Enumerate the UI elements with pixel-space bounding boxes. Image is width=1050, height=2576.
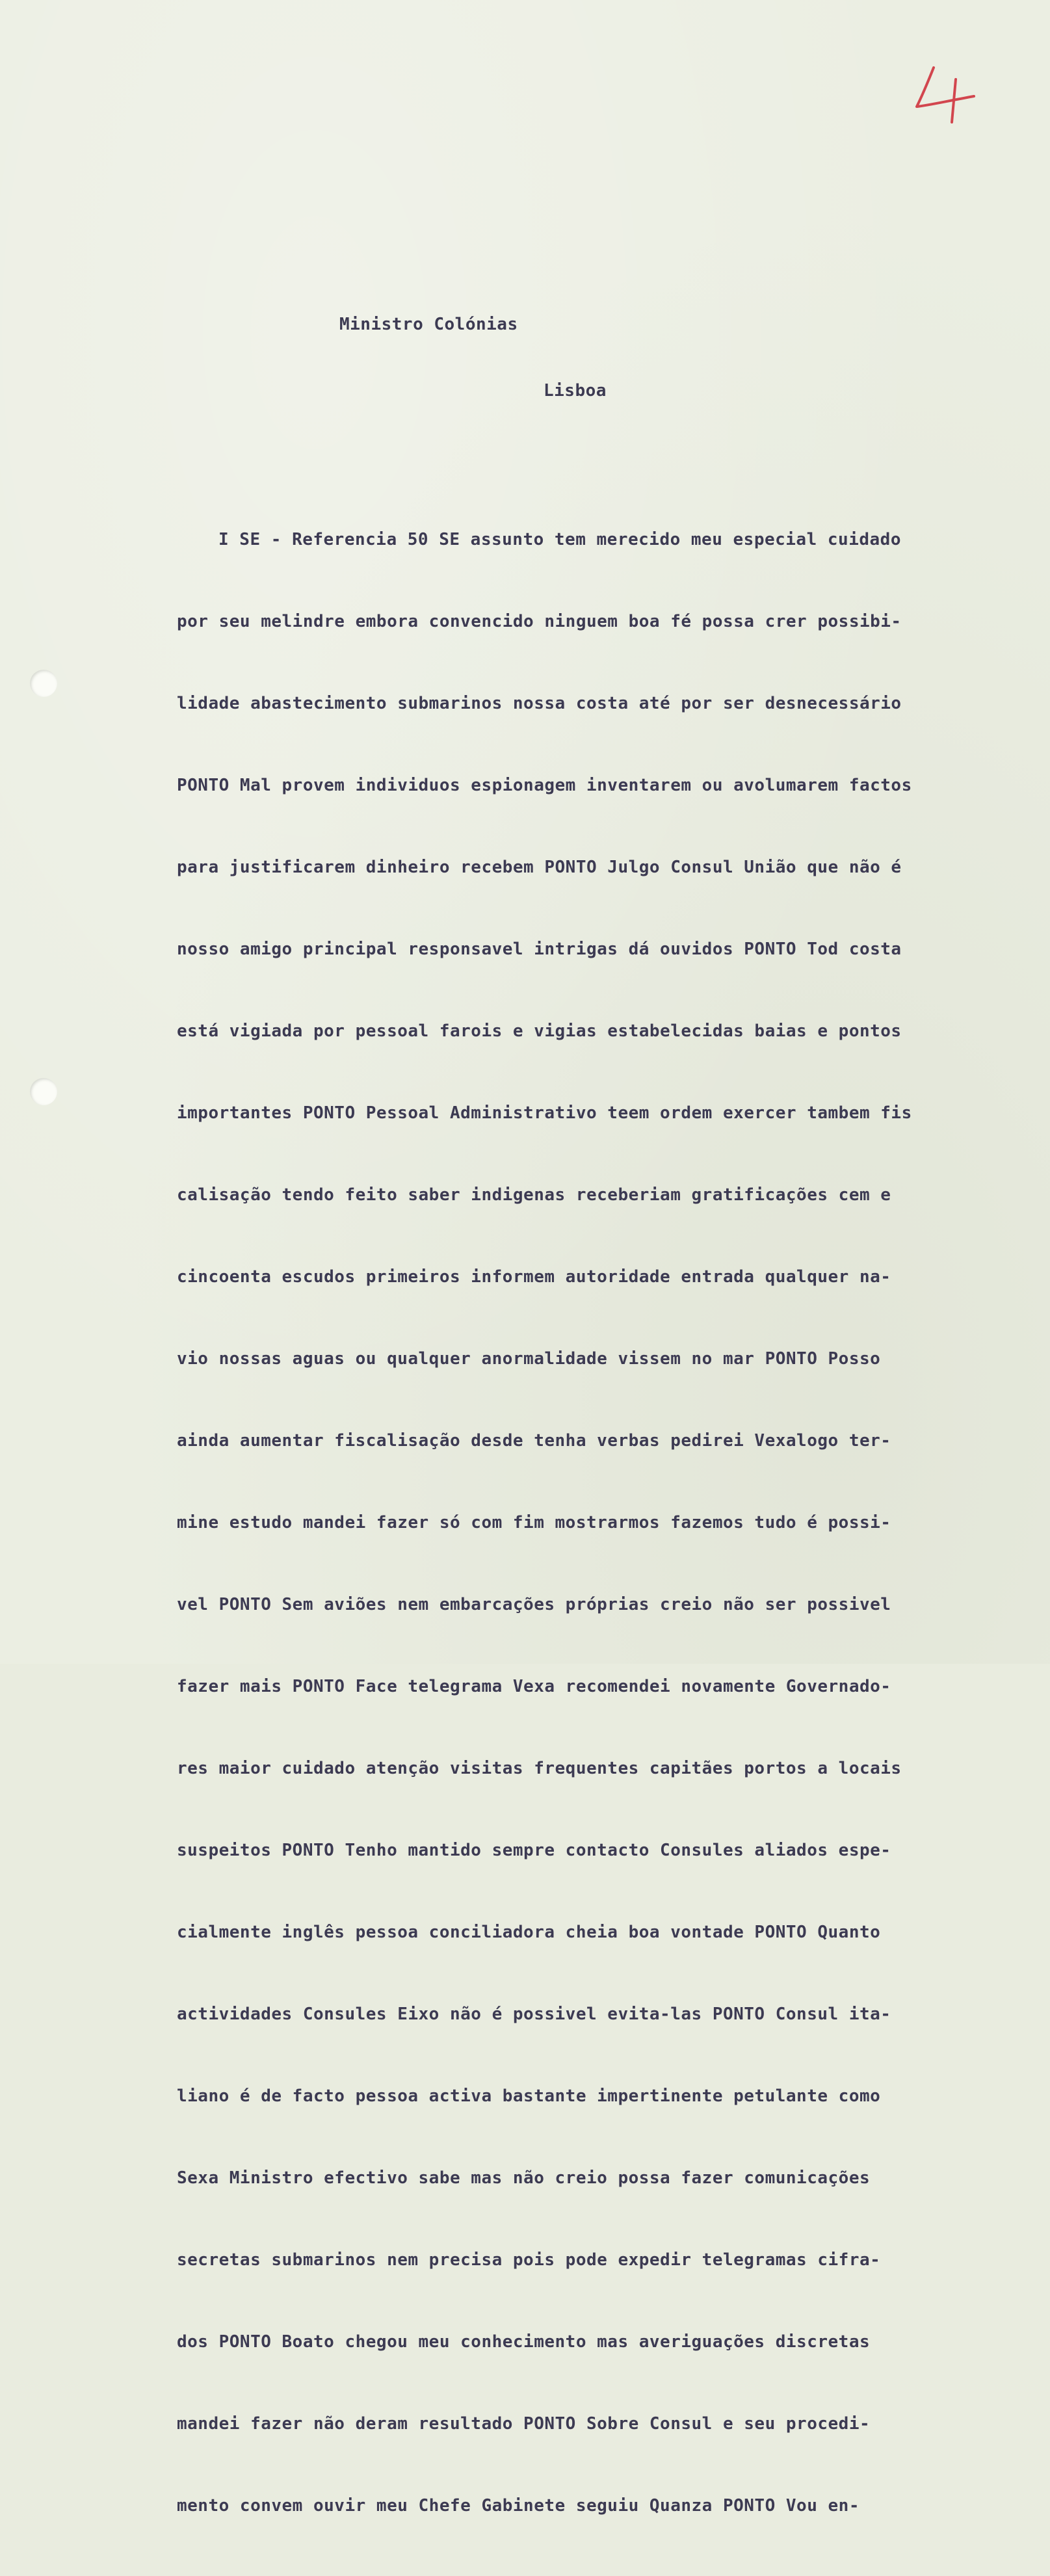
body-line: está vigiada por pessoal farois e vigias estabelecidas baias e pontos	[177, 1021, 902, 1041]
punch-hole-lower	[30, 1078, 57, 1105]
body-line: mandei fazer não deram resultado PONTO Sobre Consul e seu procedi-	[177, 2414, 871, 2434]
body-line: suspeitos PONTO Tenho mantido sempre contacto Consules aliados espe-	[177, 1841, 891, 1860]
body-line: res maior cuidado atenção visitas frequentes capitães portos a locais	[177, 1759, 902, 1778]
body-line: liano é de facto pessoa activa bastante impertinente petulante como	[177, 2086, 881, 2106]
body-line: cialmente inglês pessoa conciliadora cheia boa vontade PONTO Quanto	[177, 1923, 881, 1942]
body-line: calisação tendo feito saber indigenas receberiam gratificações cem e	[177, 1185, 891, 1205]
city-line: Lisboa	[544, 381, 607, 401]
body-line: dos PONTO Boato chegou meu conhecimento mas averiguações discretas	[177, 2332, 871, 2352]
telegram-body	[177, 489, 957, 2576]
body-line: fazer mais PONTO Face telegrama Vexa recomendei novamente Governado-	[177, 1677, 891, 1696]
body-line: lidade abastecimento submarinos nossa costa até por ser desnecessário	[177, 694, 902, 713]
handwritten-page-number	[909, 60, 980, 131]
body-line: vel PONTO Sem aviões nem embarcações próprias creio não ser possivel	[177, 1595, 891, 1614]
body-line: vio nossas aguas ou qualquer anormalidade vissem no mar PONTO Posso	[177, 1349, 881, 1369]
punch-hole-upper	[30, 670, 57, 697]
body-line: mine estudo mandei fazer só com fim mostrarmos fazemos tudo é possi-	[177, 1513, 891, 1532]
body-line: PONTO Mal provem individuos espionagem inventarem ou avolumarem factos	[177, 776, 912, 795]
body-line: I SE - Referencia 50 SE assunto tem merecido meu especial cuidado	[218, 530, 901, 549]
body-line: actividades Consules Eixo não é possivel evita-las PONTO Consul ita-	[177, 2004, 891, 2024]
body-line: mento convem ouvir meu Chefe Gabinete seguiu Quanza PONTO Vou en-	[177, 2496, 860, 2516]
body-line: Sexa Ministro efectivo sabe mas não creio possa fazer comunicações	[177, 2168, 871, 2188]
body-line: para justificarem dinheiro recebem PONTO Julgo Consul União que não é	[177, 858, 902, 877]
body-line: importantes PONTO Pessoal Administrativo teem ordem exercer tambem fis	[177, 1103, 912, 1123]
body-line: por seu melindre embora convencido ninguem boa fé possa crer possibi-	[177, 612, 902, 631]
addressee-line: Ministro Colónias	[339, 315, 518, 334]
body-line: secretas submarinos nem precisa pois pode expedir telegramas cifra-	[177, 2250, 881, 2270]
body-line: ainda aumentar fiscalisação desde tenha verbas pedirei Vexalogo ter-	[177, 1431, 891, 1451]
body-line: nosso amigo principal responsavel intrigas dá ouvidos PONTO Tod costa	[177, 940, 902, 959]
body-line: cincoenta escudos primeiros informem autoridade entrada qualquer na-	[177, 1267, 891, 1287]
